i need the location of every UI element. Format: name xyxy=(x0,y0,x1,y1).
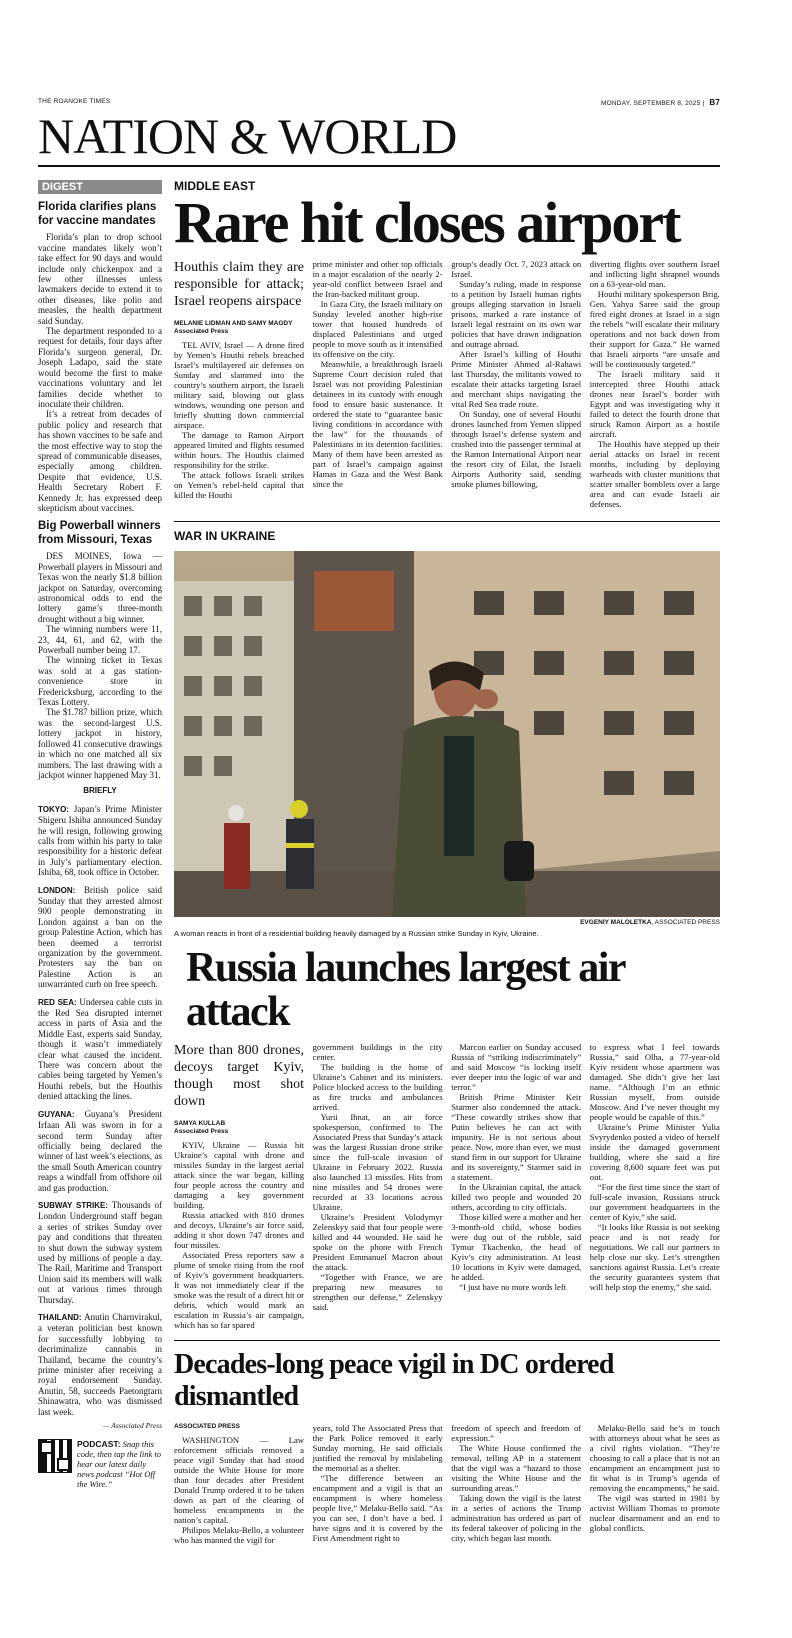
news-photo xyxy=(174,551,720,917)
article-column xyxy=(451,1423,581,1545)
briefly-label: BRIEFLY xyxy=(83,786,117,796)
podcast-text xyxy=(77,1439,162,1489)
paragraph: Marcon earlier on Sunday accused Russia of “striking indiscriminately” and said Moscow “is locking itself ever deeper into the logic of war and terror.” xyxy=(451,1042,582,1092)
article-column xyxy=(313,1423,443,1545)
paragraph: DES MOINES, Iowa — Powerball players in Missouri and Texas won the nearly $1.8 billion jackpot on Saturday, overcoming astronomical odds to end the lottery game’s three-month drought without a big winner. xyxy=(38,551,162,624)
photo-caption: A woman reacts in front of a residential building heavily damaged by a Russian strike Sunday in Kyiv, Ukraine. xyxy=(174,929,539,938)
story-divider xyxy=(174,521,720,522)
masthead-rule xyxy=(38,165,720,167)
paragraph: Philipos Melaku-Bello, a volunteer who has manned the vigil for xyxy=(174,1525,304,1545)
paragraph: Houthi military spokesperson Brig. Gen. Yahya Saree said the group fired eight drones at Israel in a sign the rebels “will escalate their military operations and not back down from their support for Gaza.” He warned that Israeli airports “are unsafe and will be continuously targeted.” xyxy=(589,289,720,369)
story-headline: Russia launches largest air attack xyxy=(186,945,625,1035)
brief-tag: GUYANA: xyxy=(38,1109,75,1119)
paragraph: TEL AVIV, Israel — A drone fired by Yemen’s Houthi rebels breached Israel’s multilayered air defenses on Sunday and slammed into the country’s southern airport, the Israeli military said, blowing out glass windows, wounding one person and briefly shutting down commercial airspace. xyxy=(174,340,304,430)
brief-item xyxy=(38,1200,162,1305)
story-kicker: MIDDLE EAST xyxy=(174,179,256,193)
paragraph: The department responded to a request for details, four days after Florida’s surgeon general, Dr. Joseph Ladapo, said the state would become the first to make vaccinations voluntary and let families decide whether to inoculate their children. xyxy=(38,326,162,409)
paragraph: The Israeli military said it intercepted three Houthi attack drones near Israel’s border with Egypt and was investigating why it failed to detect the fourth drone that struck Ramon Airport as a hostile aircraft. xyxy=(589,369,720,439)
digest-credit: — Associated Press xyxy=(102,1421,162,1431)
brief-text: British police said Sunday that they arrested almost 900 people demonstrating in London against a ban on the group Palestine Action, which has been deemed a terrorist organization by the government. Protesters say the ban on Palestine Action is an unwarranted curb on free speech. xyxy=(38,884,162,990)
story-divider xyxy=(174,1340,720,1341)
paragraph: The vigil was started in 1981 by activist William Thomas to promote nuclear disarmament and an end to global conflicts. xyxy=(589,1493,720,1533)
paragraph: Ukraine’s Prime Minister Yulia Svyrydenko posted a video of herself inside the damaged government building, where she said a fire covering 8,600 square feet was put out. xyxy=(589,1122,720,1182)
header-divider: | xyxy=(702,100,705,107)
paragraph: Associated Press reporters saw a plume of smoke rising from the roof of Kyiv’s government headquarters. It was not immediately clear if the smoke was the result of a direct hit or debris, which would mark an escalation in Russia’s air campaign, which has so far spared xyxy=(174,1250,304,1330)
paragraph: to express what I feel towards Russia,” said Olha, a 77-year-old Kyiv resident whose apartment was damaged. She didn’t give her last name. “Although I’m an ethnic Russian myself, from outside Moscow. And I’ve never thought my people would be capable of this.” xyxy=(589,1042,720,1122)
paragraph: diverting flights over southern Israel and inflicting light shrapnel wounds on a 63-year-old man. xyxy=(589,259,720,289)
brief-tag: THAILAND: xyxy=(38,1313,82,1322)
paragraph: The building is the home of Ukraine’s Cabinet and its ministers. Police blocked access to the building as fire trucks and ambulances arrived. xyxy=(312,1062,443,1112)
byline-org: Associated Press xyxy=(174,328,229,335)
article-column xyxy=(174,259,304,509)
paragraph: Russia attacked with 810 drones and decoys, Ukraine’s air force said, adding it shot down 747 drones and four missiles. xyxy=(174,1210,304,1250)
paper-name: THE ROANOKE TIMES xyxy=(38,98,111,105)
paragraph: The $1.787 billion prize, which was the second-largest U.S. lottery jackpot in history, followed 41 consecutive drawings in which no one matched all six numbers. The last drawing with a jackpot winner happened May 31. xyxy=(38,707,162,780)
story-headline: Rare hit closes airport xyxy=(174,190,680,255)
vigil-article xyxy=(174,1423,720,1545)
byline-org: ASSOCIATED PRESS xyxy=(174,1423,240,1430)
article-column xyxy=(451,1042,581,1330)
article-column xyxy=(174,1423,304,1545)
brief-item xyxy=(38,997,162,1102)
digest-column xyxy=(38,180,162,1545)
article-column xyxy=(451,259,581,509)
paragraph: British Prime Minister Keir Starmer also condemned the attack. “These cowardly strikes show that Putin believes he can act with impunity. He is not serious about peace. Now, more than ever, we must stand firm in our support for Ukraine and its sovereignty,” Starmer said in a statement. xyxy=(451,1092,582,1182)
brief-text: Guyana’s President Irfaan Ali was sworn in for a second term Sunday after officially being declared the winner of last week’s elections, as the small South American country reaps a windfall from offshore oil and gas production. xyxy=(38,1108,162,1193)
date-and-page xyxy=(601,98,720,107)
airport-article xyxy=(174,259,720,509)
digest-headline-2: Big Powerball winners from Missouri, Texas xyxy=(38,520,161,547)
qr-code-icon[interactable] xyxy=(38,1439,72,1473)
brief-text: Thousands of London Underground staff began a series of strikes Sunday over pay and conditions that threaten to shut down the subway system used by millions of people a day. The Rail, Maritime and Transport Union said its members will walk out at various times through Thursday. xyxy=(38,1199,162,1305)
story-headline: Decades-long peace vigil in DC ordered dismantled xyxy=(174,1349,614,1412)
brief-item xyxy=(38,885,162,990)
section-title: NATION & WORLD xyxy=(38,108,457,164)
paragraph: “The difference between an encampment and a vigil is that an encampment is where homeless people live,” Melaku-Bello said. “As you can see, I don’t have a bed. I have signs and it is covered by the First Amendment right to xyxy=(312,1473,443,1543)
paragraph: Florida’s plan to drop school vaccine mandates likely won’t take effect for 90 days and would include only chickenpox and a few other illnesses unless lawmakers decide to extend it to other diseases, like polio and measles, the health department said Sunday. xyxy=(38,232,162,326)
brief-item xyxy=(38,804,162,878)
article-column xyxy=(174,1042,304,1330)
paragraph: “I just have no more words left xyxy=(459,1282,567,1292)
ukraine-article xyxy=(174,1042,720,1330)
page-header-line xyxy=(38,98,720,107)
paragraph: The winning numbers were 11, 23, 44, 61, and 62, with the Powerball number being 17. xyxy=(38,624,162,656)
paragraph: prime minister and other top officials in a major escalation of the nearly 2-year-old conflict between Israel and the Iran-backed militant group. xyxy=(312,259,443,299)
byline-org: Associated Press xyxy=(174,1128,229,1135)
paragraph: Those killed were a mother and her 3-month-old child, whose bodies were dug out of the rubble, said Tymur Tkachenko, the head of Kyiv’s city administration. At least 10 locations in Kyiv were damaged, he added. xyxy=(451,1212,582,1282)
article-column xyxy=(313,1042,443,1330)
photo-agency: , ASSOCIATED PRESS xyxy=(651,919,720,926)
byline: MELANIE LIDMAN AND SAMY MAGDY xyxy=(174,320,293,327)
story-kicker: WAR IN UKRAINE xyxy=(174,529,276,543)
paragraph: In the Ukrainian capital, the attack killed two people and wounded 20 others, according to city officials. xyxy=(451,1182,582,1212)
paragraph: After Israel’s killing of Houthi Prime Minister Ahmed al-Rahawi last Thursday, the militants vowed to escalate their attacks targeting Israel and merchant ships navigating the vital Red Sea trade route. xyxy=(451,349,582,409)
newspaper-page xyxy=(38,98,720,1545)
paragraph: In Gaza City, the Israeli military on Sunday leveled another high-rise tower that housed hundreds of displaced Palestinians and urged people to move south as it intensified its offensive on the city. xyxy=(312,299,443,359)
paragraph: Sunday’s ruling, made in response to a petition by Israeli human rights groups alleging starvation in Israeli prisons, marked a rare instance of Israeli legal restraint on its own war policies that have drawn indignation and outrage abroad. xyxy=(451,279,582,349)
paragraph: It’s a retreat from decades of public policy and research that has shown vaccines to be safe and the most effective way to stop the spread of communicable diseases, especially among children. Despite that evidence, U.S. Health Secretary Robert F. Kennedy Jr. has expressed deep skepticism about vaccines. xyxy=(38,409,162,513)
paragraph: Ukraine’s President Volodymyr Zelenskyy said that four people were killed and 44 wounded. He said he spoke on the phone with French President Emmanuel Macron about the attack. xyxy=(312,1212,443,1272)
story-deck: More than 800 drones, decoys target Kyiv, though most shot down xyxy=(174,1043,304,1109)
brief-item xyxy=(38,1312,162,1417)
article-column xyxy=(313,259,443,509)
brief-text: Japan’s Prime Minister Shigeru Ishiba announced Sunday he will resign, following growing calls from within his party to take responsibility for a historic defeat in July’s parliamentary election. Ishiba, 68, took office in October. xyxy=(38,803,162,878)
page-number: B7 xyxy=(709,98,720,107)
digest-headline-1: Florida clarifies plans for vaccine mandates xyxy=(38,201,157,228)
paragraph: “Together with France, we are preparing new measures to strengthen our defense,” Zelenskyy said. xyxy=(312,1272,443,1312)
paragraph: The winning ticket in Texas was sold at a gas station-convenience store in Fredericksburg, according to the Texas Lottery. xyxy=(38,655,162,708)
paragraph: Meanwhile, a breakthrough Israeli Supreme Court decision ruled that Israel was not providing Palestinian detainees in its custody with enough food to ensure basic sustenance. It ordered the state to “guarantee basic living conditions in accordance with the law” for the thousands of Palestinians in its detention facilities. Many of them have been arrested as part of Israel’s campaign against Hamas in Gaza and the West Bank since the xyxy=(312,359,443,489)
podcast-label: PODCAST: xyxy=(77,1439,121,1450)
paragraph: On Sunday, one of several Houthi drones launched from Yemen slipped through Israel’s defense system and crashed into the passenger terminal at the Ramon International Airport near the resort city of Eilat, the Israeli Airports Authority said, sending smoke plumes billowing, xyxy=(451,409,582,489)
paragraph: government buildings in the city center. xyxy=(312,1042,443,1062)
issue-date: MONDAY, SEPTEMBER 8, 2025 xyxy=(601,100,701,107)
paragraph: The damage to Ramon Airport appeared limited and flights resumed within hours. The Houthis claimed responsibility for the strike. xyxy=(174,430,304,470)
digest-tag: DIGEST xyxy=(38,180,162,194)
brief-text: Undersea cable cuts in the Red Sea disrupted internet access in parts of Asia and the Middle East, experts said Sunday, though it wasn’t immediately clear what caused the incident. There was concern about the cables being targeted by Yemen’s Houthi rebels, but the Houthis denied attacking the lines. xyxy=(38,996,162,1102)
main-column xyxy=(174,180,720,1545)
brief-item xyxy=(38,1109,162,1193)
brief-tag: TOKYO: xyxy=(38,804,69,814)
paragraph: Yurii Ihnat, an air force spokesperson, confirmed to The Associated Press that Sunday’s attack was the largest Russian drone strike since the full-scale invasion of Ukraine in February 2022. Russia also launched 13 missiles. Hits from nine missiles and 54 drones were recorded at 33 locations across Ukraine. xyxy=(312,1112,443,1212)
brief-tag: RED SEA: xyxy=(38,997,77,1007)
paragraph: Taking down the vigil is the latest in a series of actions the Trump administration has ordered as part of its federal takeover of policing in the city, which began last month. xyxy=(451,1493,582,1543)
paragraph: WASHINGTON — Law enforcement officials removed a peace vigil Sunday that had stood outside the White House for more than four decades after President Donald Trump ordered it to be taken down as part of the clearing of homeless encampments in the nation’s capital. xyxy=(174,1435,304,1525)
article-column xyxy=(590,1423,720,1545)
paragraph: freedom of speech and freedom of expression.” xyxy=(451,1423,582,1443)
podcast-description: Snap this code, then tap the link to hear our latest daily news podcast “Hot Off the Wire.” xyxy=(77,1439,162,1490)
paragraph: group’s deadly Oct. 7, 2023 attack on Israel. xyxy=(451,259,582,279)
photo-credit xyxy=(174,919,720,926)
paragraph: The attack follows Israeli strikes on Yemen’s rebel-held capital that killed the Houthi xyxy=(174,470,304,500)
story-deck: Houthis claim they are responsible for attack; Israel reopens airspace xyxy=(174,260,304,309)
paragraph: years, told The Associated Press that the Park Police removed it early Sunday morning. He said officials justified the removal by mislabeling the memorial as a shelter. xyxy=(312,1423,443,1473)
photographer: EVGENIY MALOLETKA xyxy=(580,919,652,926)
paragraph: KYIV, Ukraine — Russia hit Ukraine’s capital with drone and missiles Sunday in the largest aerial attack since the war began, killing four people across the country and damaging a key government building. xyxy=(174,1140,304,1210)
brief-tag: LONDON: xyxy=(38,885,76,895)
paragraph: “It looks like Russia is not seeking peace and is not ready for negotiations. We call our partners to help close our sky. Let’s strengthen sanctions against Russia. Let’s create the security guarantees system that will help stop the enemy,” she said. xyxy=(589,1222,720,1292)
paragraph: Melaku-Bello said he’s in touch with attorneys about what he sees as a civil rights violation. “They’re choosing to call a place that is not an encampment an encampment just to fit what is in Trump’s agenda of removing the encampments,” he said. xyxy=(589,1423,720,1493)
brief-text: Anutin Charnvirakul, a veteran politician best known for successfully lobbying to decriminalize cannabis in Thailand, became the country’s prime minister after receiving a royal endorsement Sunday. Anutin, 58, succeeds Paetongtarn Shinawatra, who was dismissed last week. xyxy=(38,1312,162,1417)
article-column xyxy=(590,1042,720,1330)
paragraph: The Houthis have stepped up their aerial attacks on Israel in recent months, including by deploying warheads with cluster munitions that scatter smaller bomblets over a large area and can evade Israeli air defenses. xyxy=(589,439,720,509)
podcast-promo xyxy=(38,1439,162,1489)
paragraph: “For the first time since the start of full-scale invasion, Russians struck our government headquarters in the center of Kyiv,” she said. xyxy=(589,1182,720,1222)
byline: SAMYA KULLAB xyxy=(174,1120,226,1127)
brief-tag: SUBWAY STRIKE: xyxy=(38,1200,109,1210)
paragraph: The White House confirmed the removal, telling AP in a statement that the vigil was a “hazard to those visiting the White House and the surrounding areas.” xyxy=(451,1443,582,1493)
article-column xyxy=(590,259,720,509)
